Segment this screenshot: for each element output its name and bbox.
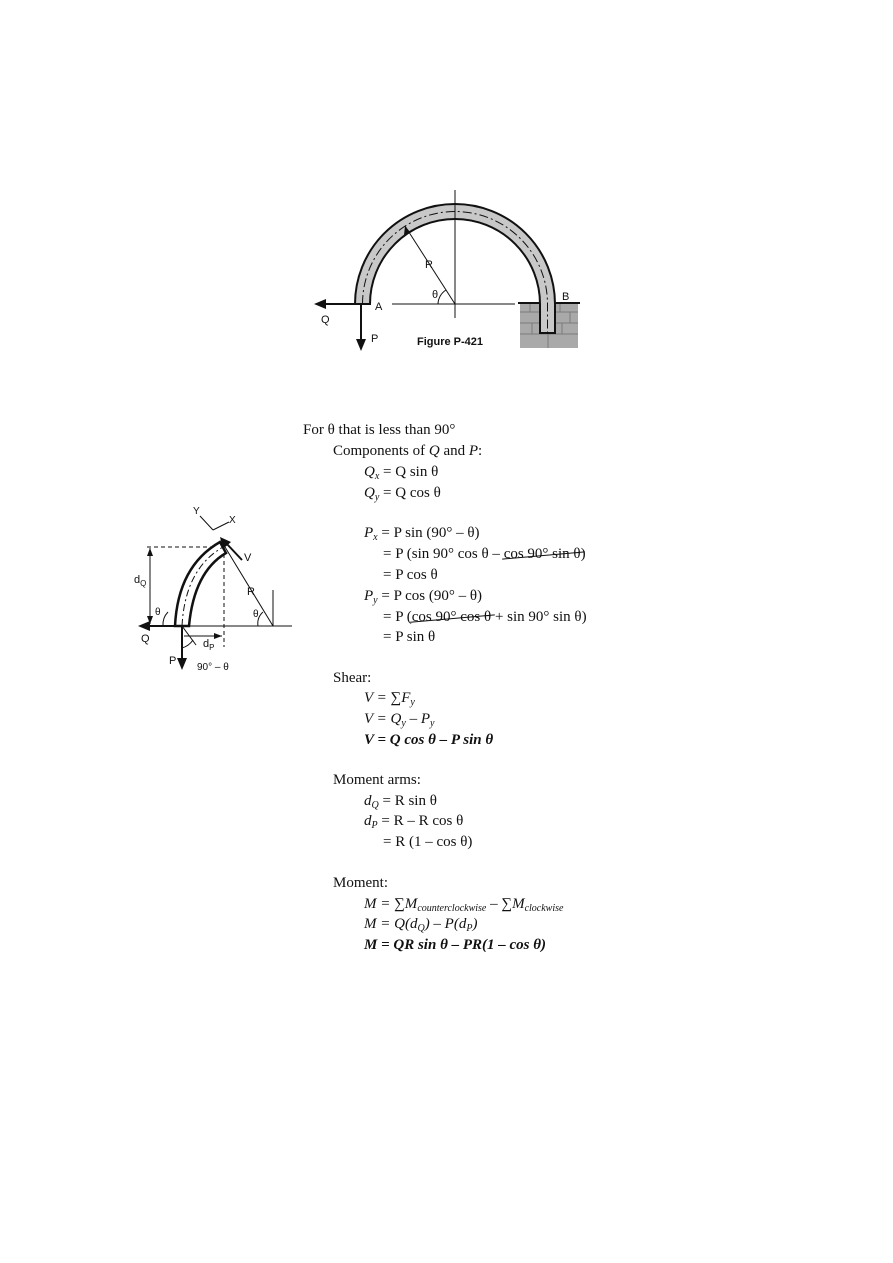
label-dp: $d_P$ [203, 638, 215, 652]
label-a: A [375, 301, 383, 313]
label-theta: θ [432, 289, 439, 301]
eq-qx: $Q_x = Q$ sin θ [364, 464, 439, 482]
label-dq: $d_Q$ [134, 574, 147, 588]
label-q-side: Q [141, 633, 150, 645]
components-heading: Components of Q and P: [333, 443, 483, 459]
figure-caption: Figure P-421 [417, 336, 484, 348]
label-y: Y [193, 506, 200, 517]
eq-arm3: = R (1 – cos θ) [383, 834, 473, 850]
eq-arm2: $d_P = R - R$ cos θ [364, 813, 464, 831]
eq-py1: $P_y = P$ cos (90° – θ) [364, 588, 483, 606]
label-x: X [229, 515, 236, 526]
eq-px3: = P cos θ [383, 567, 438, 583]
eq-moment1: $M = \sum M_{counterclockwise} - \sum M_{clockwise}$ [364, 896, 564, 914]
eq-shear2: $V = Q_y - P_y$ [364, 711, 435, 729]
eq-shear1: $V = \sum F_y$ [364, 690, 415, 708]
shear-heading: Shear: [333, 670, 372, 686]
moment-heading: Moment: [333, 875, 388, 891]
eq-arm1: $d_Q = R$ sin θ [364, 793, 437, 811]
eq-px2: = P (sin 90° cos θ – cos 90° sin θ) [383, 546, 586, 562]
intro-line: For θ that is less than 90° [303, 422, 456, 438]
label-p: P [371, 333, 379, 345]
eq-py3: = P sin θ [383, 629, 436, 645]
label-q: Q [321, 314, 330, 326]
moment-arms-heading: Moment arms: [333, 772, 421, 788]
label-r: R [425, 259, 433, 271]
eq-moment3: M = QR sin θ – PR(1 – cos θ) [364, 937, 547, 953]
eq-shear3: V = Q cos θ – P sin θ [364, 732, 494, 748]
label-theta-right: θ [253, 609, 259, 620]
eq-qy: $Q_y = Q$ cos θ [364, 485, 441, 503]
label-90-theta: 90° – θ [197, 662, 229, 673]
label-v: V [244, 552, 252, 564]
eq-py2: = P (cos 90° cos θ + sin 90° sin θ) [383, 609, 587, 625]
eq-px1: $P_x = P$ sin (90° – θ) [364, 525, 480, 543]
label-r-side: R [247, 586, 255, 598]
eq-moment2: $M = Q(d_Q) - P(d_P)$ [364, 916, 478, 934]
label-theta-left: θ [155, 607, 161, 618]
label-p-side: P [169, 655, 177, 667]
label-b: B [562, 291, 570, 303]
